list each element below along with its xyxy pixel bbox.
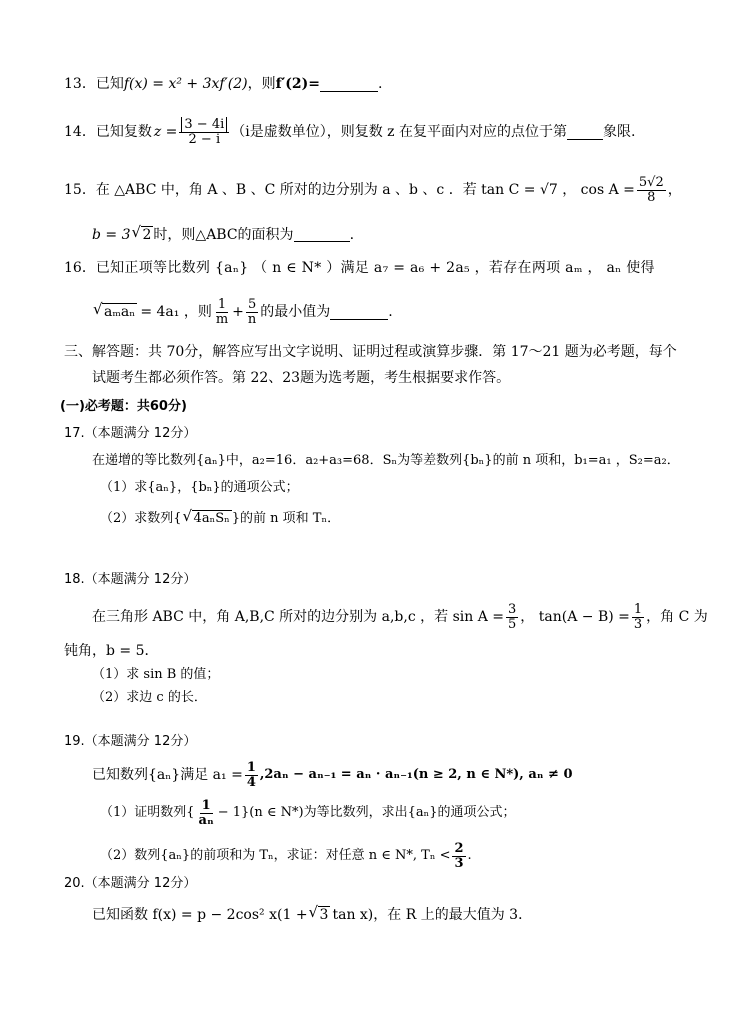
section-3-line2: 试题考生都必须作答。第 22、23题为选考题，考生根据要求作答。 [92,370,511,386]
question-14 [64,118,635,146]
q19-heading: 19.（本题满分 12分） [64,734,197,749]
q18-f1-num: 3 [508,602,517,617]
q18-f2-den: 3 [633,616,643,632]
question-16-line1 [64,260,655,277]
q18-body-b: ， tan(A − B) = [520,608,630,625]
q19-part2 [100,842,472,870]
q15-cos-fraction [637,176,666,204]
q16-f1-num: 1 [217,297,227,312]
q19-part2-a: （2）数列{aₙ}的前项和为 Tₙ，求证：对任意 n ∈ N*, Tₙ < [100,848,451,864]
q16-answer-blank[interactable] [330,305,388,320]
q15-line1: 在 △ABC 中，角 A 、B 、C 所对的边分别为 a 、b 、c ．若 tan C = √7 ， cos A = [95,181,635,198]
q17-part2-b: }的前 n 项和 Tₙ． [231,510,341,526]
q18-f2-num: 1 [633,602,643,617]
q15-comma: ， [667,181,682,198]
q16-root: √ aₘaₙ [102,303,137,321]
q18-frac2 [632,603,644,631]
q18-heading: 18.（本题满分 12分） [64,572,197,587]
q14-z: z = [153,123,178,140]
q18-f1-den: 5 [508,616,517,632]
q18-part2: （2）求边 c 的长． [92,690,207,705]
q18-frac1 [506,603,518,631]
section-required-title: (一)必考题：共60分) [60,399,187,414]
q19-part1 [100,799,515,827]
q19-f-den: 4 [246,774,256,790]
q13-ask: f′(2)= [275,76,321,92]
q15-number: 15． [64,181,96,198]
q18-body-line1 [92,603,708,631]
q19-p2-den: 3 [454,855,464,871]
q19-p1-num: 1 [201,798,211,813]
q19-f-num: 1 [246,760,256,775]
q17-body: 在递增的等比数列{aₙ}中，a₂=16．a₂+a₃=68．Sₙ为等差数列{bₙ}的前 n 项和，b₁=a₁ ，S₂=a₂． [92,453,680,468]
q16-line2-a: = 4a₁ ，则 [140,303,212,320]
section-3-line1: 三、解答题：共 70分，解答应写出文字说明、证明过程或演算步骤．第 17～21 题为必考题，每个 [64,344,677,360]
q18-body-c: ，角 C 为 [646,608,708,625]
q20-root: √ 3 [318,906,331,924]
q14-number: 14． [64,123,96,140]
q16-f2-den: n [247,311,257,327]
q14-end: 象限. [603,123,636,140]
q13-answer-blank[interactable] [320,77,378,92]
q14-text-a: 已知复数 [95,123,152,140]
q19-part1-frac [197,799,216,827]
q15-root: √ 2 [141,226,154,244]
q13-formula: f(x) = x² + 3xf′(2) [123,76,248,92]
q14-text-b: （i是虚数单位），则复数 z 在复平面内对应的点位于第 [231,123,568,140]
question-15-line2 [92,226,354,244]
q15-line2-b: 时，则△ABC的面积为 [153,226,294,243]
q16-number: 16． [64,260,96,276]
q19-part2-frac [452,842,465,870]
q19-part2-b: . [467,848,472,864]
q17-root: √ 4aₙSₙ [192,510,232,527]
q17-heading: 17.（本题满分 12分） [64,426,197,441]
q19-p2-num: 2 [454,841,464,856]
question-16-line2 [92,298,393,326]
q14-answer-blank[interactable] [567,125,603,140]
q13-text-b: ，则 [247,76,276,92]
q15-line2-a: b = 3 [92,226,131,243]
q20-body-a: 已知函数 f(x) = p − 2cos² x(1 + [92,906,308,923]
q18-body-a: 在三角形 ABC 中，角 A,B,C 所对的边分别为 a,b,c ，若 sin A = [92,608,505,625]
question-15-line1 [64,176,682,204]
q15-answer-blank[interactable] [294,227,350,242]
q20-body-b: tan x)，在 R 上的最大值为 3． [332,906,533,923]
q14-frac-num: 3 − 4i [181,117,227,132]
q16-line2-b: 的最小值为 [260,303,331,320]
q16-f1-den: m [215,311,229,327]
q14-frac-den: 2 − i [188,131,221,147]
q13-number: 13． [64,76,96,92]
q17-part1: （1）求{aₙ}，{bₙ}的通项公式； [100,480,299,495]
q19-p1-den: aₙ [198,812,214,828]
q19-frac [245,761,258,789]
q18-body-line2: 钝角，b = 5． [64,643,159,659]
q19-part1-a: （1）证明数列{ [100,805,195,821]
q16-plus: + [232,303,244,320]
q13-end: . [378,76,383,92]
q20-body [92,906,532,924]
q16-frac1 [214,298,230,326]
q17-part2 [100,510,340,527]
q19-body [92,761,573,789]
q16-frac2 [246,298,258,326]
q16-line1: 已知正项等比数列 {aₙ} （ n ∈ N* ）满足 a₇ = a₆ + 2a₅ ，若存在两项 aₘ ， aₙ 使得 [95,260,655,276]
q16-end: . [388,303,393,320]
q20-heading: 20.（本题满分 12分） [64,876,197,891]
q18-part1: （1）求 sin B 的值； [92,667,220,682]
q16-f2-num: 5 [247,297,257,312]
q19-body-b: ,2aₙ − aₙ₋₁ = aₙ · aₙ₋₁(n ≥ 2, n ∈ N*), aₙ ≠ 0 [259,767,573,783]
q19-part1-b: − 1}(n ∈ N*)为等比数列，求出{aₙ}的通项公式； [217,805,516,821]
q15-cos-den: 8 [647,189,656,205]
q13-text-a: 已知 [95,76,124,92]
q14-fraction [179,118,229,146]
q15-cos-num: 5√2 [638,175,664,190]
q15-end: . [349,226,355,243]
question-13 [64,76,382,93]
q17-part2-a: （2）求数列{ [100,510,182,526]
q19-body-a: 已知数列{aₙ}满足 a₁ = [92,766,243,783]
